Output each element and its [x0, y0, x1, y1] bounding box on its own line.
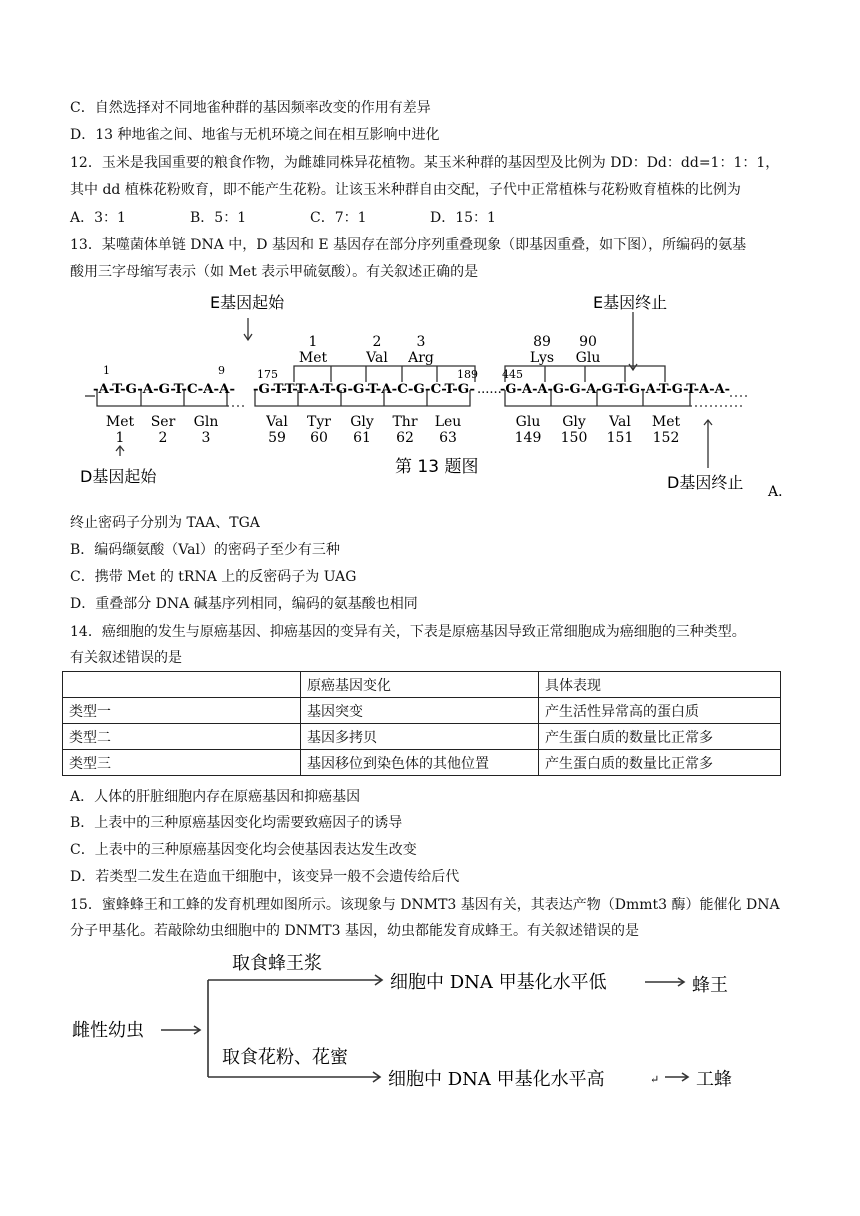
d-gene-start-label: D基因起始 — [80, 467, 157, 486]
bottom-branch-result: 细胞中 DNA 甲基化水平高 — [388, 1069, 605, 1090]
e-codon-num: 1 — [308, 334, 318, 350]
q12-stem-1: 12．玉米是我国重要的粮食作物，为雌雄同株异花植物。某玉米种群的基因型及比例为 DD：Dd：dd=1：1：1， — [70, 155, 780, 171]
e-codon-num: 2 — [372, 334, 382, 350]
dna-sequence-segment-3: -G-A-A-G-G-A-G-T-G-A-T-G-T-A-A- — [500, 382, 730, 397]
d-codon-num: 1 — [115, 430, 125, 446]
e-codon-aa: Arg — [408, 350, 434, 366]
position-number: 9 — [218, 364, 225, 377]
q13-stem-2: 酸用三字母缩写表示（如 Met 表示甲硫氨酸）。有关叙述正确的是 — [70, 264, 479, 280]
position-number: 189 — [457, 368, 478, 381]
q13-stem-1: 13．某噬菌体单链 DNA 中，D 基因和 E 基因存在部分序列重叠现象（即基因重叠，如下图），所编码的氨基 — [70, 237, 747, 253]
q13-option-b: B．编码缬氨酸（Val）的密码子至少有三种 — [70, 542, 340, 558]
d-codon-aa: Val — [609, 414, 631, 430]
e-codon-num: 89 — [533, 334, 551, 350]
d-codon-num: 151 — [606, 430, 634, 446]
e-codon-num: 3 — [416, 334, 426, 350]
source-label: 雌性幼虫 — [72, 1020, 144, 1041]
q14-table — [62, 671, 781, 776]
dna-sequence-segment-2: -G-T-T-T-A-T-G-G-T-A-C-G-C-T-G- — [253, 382, 475, 397]
d-codon-num: 61 — [353, 430, 371, 446]
table-cell: 类型二 — [63, 724, 301, 750]
figure-13-gene-overlap-diagram — [80, 288, 793, 500]
q11-option-d: D．13 种地雀之间、地雀与无机环境之间在相互影响中进化 — [70, 127, 440, 143]
d-gene-end-label: D基因终止 — [667, 473, 744, 492]
d-codon-num: 152 — [652, 430, 680, 446]
q12-option-d: D．15：1 — [430, 210, 496, 226]
d-codon-aa: Gly — [562, 414, 586, 430]
q12-option-a: A．3：1 — [70, 210, 126, 226]
q14-option-c: C．上表中的三种原癌基因变化均会使基因表达发生改变 — [70, 842, 417, 858]
table-row — [63, 750, 781, 776]
d-codon-aa: Leu — [434, 414, 462, 430]
d-codon-aa: Thr — [392, 414, 418, 430]
table-cell: 基因移位到染色体的其他位置 — [301, 750, 539, 776]
position-number: 445 — [502, 368, 523, 381]
table-header-cell: 具体表现 — [539, 672, 781, 698]
q15-stem-2: 分子甲基化。若敲除幼虫细胞中的 DNMT3 基因，幼虫都能发育成蜂王。有关叙述错误的是 — [70, 923, 639, 939]
table-cell: 基因多拷贝 — [301, 724, 539, 750]
top-branch-food: 取食蜂王浆 — [232, 953, 322, 974]
d-codon-aa: Tyr — [307, 414, 331, 430]
e-gene-end-label: E基因终止 — [593, 293, 668, 312]
table-row — [63, 724, 781, 750]
table-cell: 产生活性异常高的蛋白质 — [539, 698, 781, 724]
d-codon-aa: Ser — [150, 414, 176, 430]
q14-stem-1: 14．癌细胞的发生与原癌基因、抑癌基因的变异有关，下表是原癌基因导致正常细胞成为癌细胞的三种类型。 — [70, 624, 746, 640]
d-codon-num: 62 — [396, 430, 414, 446]
d-codon-aa: Gln — [193, 414, 219, 430]
q11-option-c: C．自然选择对不同地雀种群的基因频率改变的作用有差异 — [70, 100, 431, 116]
e-gene-start-label: E基因起始 — [210, 293, 285, 312]
d-codon-aa: Met — [651, 414, 681, 430]
bottom-branch-food: 取食花粉、花蜜 — [222, 1047, 348, 1068]
table-cell: 基因突变 — [301, 698, 539, 724]
position-number: 1 — [103, 364, 110, 377]
q15-stem-1: 15．蜜蜂蜂王和工蜂的发育机理如图所示。该现象与 DNMT3 基因有关，其表达产物（Dmmt3 酶）能催化 DNA — [70, 897, 780, 913]
d-codon-num: 150 — [560, 430, 588, 446]
e-codon-aa: Met — [298, 350, 328, 366]
e-codon-aa: Glu — [575, 350, 601, 366]
q14-option-d: D．若类型二发生在造血干细胞中，该变异一般不会遗传给后代 — [70, 869, 460, 885]
sequence-ellipsis: ...... — [477, 382, 502, 397]
table-header-row — [63, 672, 781, 698]
table-cell: 类型三 — [63, 750, 301, 776]
q12-options — [70, 208, 496, 228]
d-codon-aa: Glu — [515, 414, 541, 430]
q13-option-c: C．携带 Met 的 tRNA 上的反密码子为 UAG — [70, 569, 357, 585]
q12-stem-2: 其中 dd 植株花粉败育，即不能产生花粉。让该玉米种群自由交配，子代中正常植株与花粉败育植株的比例为 — [70, 182, 741, 198]
e-codon-aa: Lys — [529, 350, 555, 366]
d-codon-num: 63 — [439, 430, 457, 446]
bottom-branch-outcome: 工蜂 — [696, 1069, 732, 1090]
table-header-cell: 原癌基因变化 — [301, 672, 539, 698]
q13-option-a: 终止密码子分别为 TAA、TGA — [70, 515, 260, 531]
d-codon-num: 149 — [514, 430, 542, 446]
table-cell: 产生蛋白质的数量比正常多 — [539, 750, 781, 776]
top-branch-outcome: 蜂王 — [692, 975, 728, 996]
q13-option-d: D．重叠部分 DNA 碱基序列相同，编码的氨基酸也相同 — [70, 596, 418, 612]
q14-option-a: A．人体的肝脏细胞内存在原癌基因和抑癌基因 — [70, 789, 361, 805]
table-cell: 类型一 — [63, 698, 301, 724]
d-codon-aa: Met — [105, 414, 135, 430]
q14-stem-2: 有关叙述错误的是 — [70, 650, 182, 666]
q12-option-c: C．7：1 — [310, 210, 367, 226]
d-codon-aa: Val — [266, 414, 288, 430]
dna-sequence-segment-1: -A-T-G-A-G-T-C-A-A- — [93, 382, 235, 397]
q12-option-b: B．5：1 — [190, 210, 247, 226]
q13-option-a-label: A． — [768, 484, 793, 500]
return-mark: ↵ — [650, 1073, 660, 1086]
d-codon-num: 59 — [268, 430, 286, 446]
figure-15-flowchart — [60, 945, 760, 1105]
table-header-cell — [63, 672, 301, 698]
position-number: 175 — [257, 368, 278, 381]
table-row — [63, 698, 781, 724]
e-codon-num: 90 — [579, 334, 597, 350]
figure-caption: 第 13 题图 — [395, 457, 479, 477]
d-codon-num: 60 — [310, 430, 328, 446]
d-codon-num: 3 — [201, 430, 211, 446]
d-codon-num: 2 — [158, 430, 168, 446]
e-codon-aa: Val — [366, 350, 388, 366]
q14-option-b: B．上表中的三种原癌基因变化均需要致癌因子的诱导 — [70, 815, 403, 831]
table-cell: 产生蛋白质的数量比正常多 — [539, 724, 781, 750]
d-codon-aa: Gly — [350, 414, 374, 430]
top-branch-result: 细胞中 DNA 甲基化水平低 — [390, 972, 607, 993]
